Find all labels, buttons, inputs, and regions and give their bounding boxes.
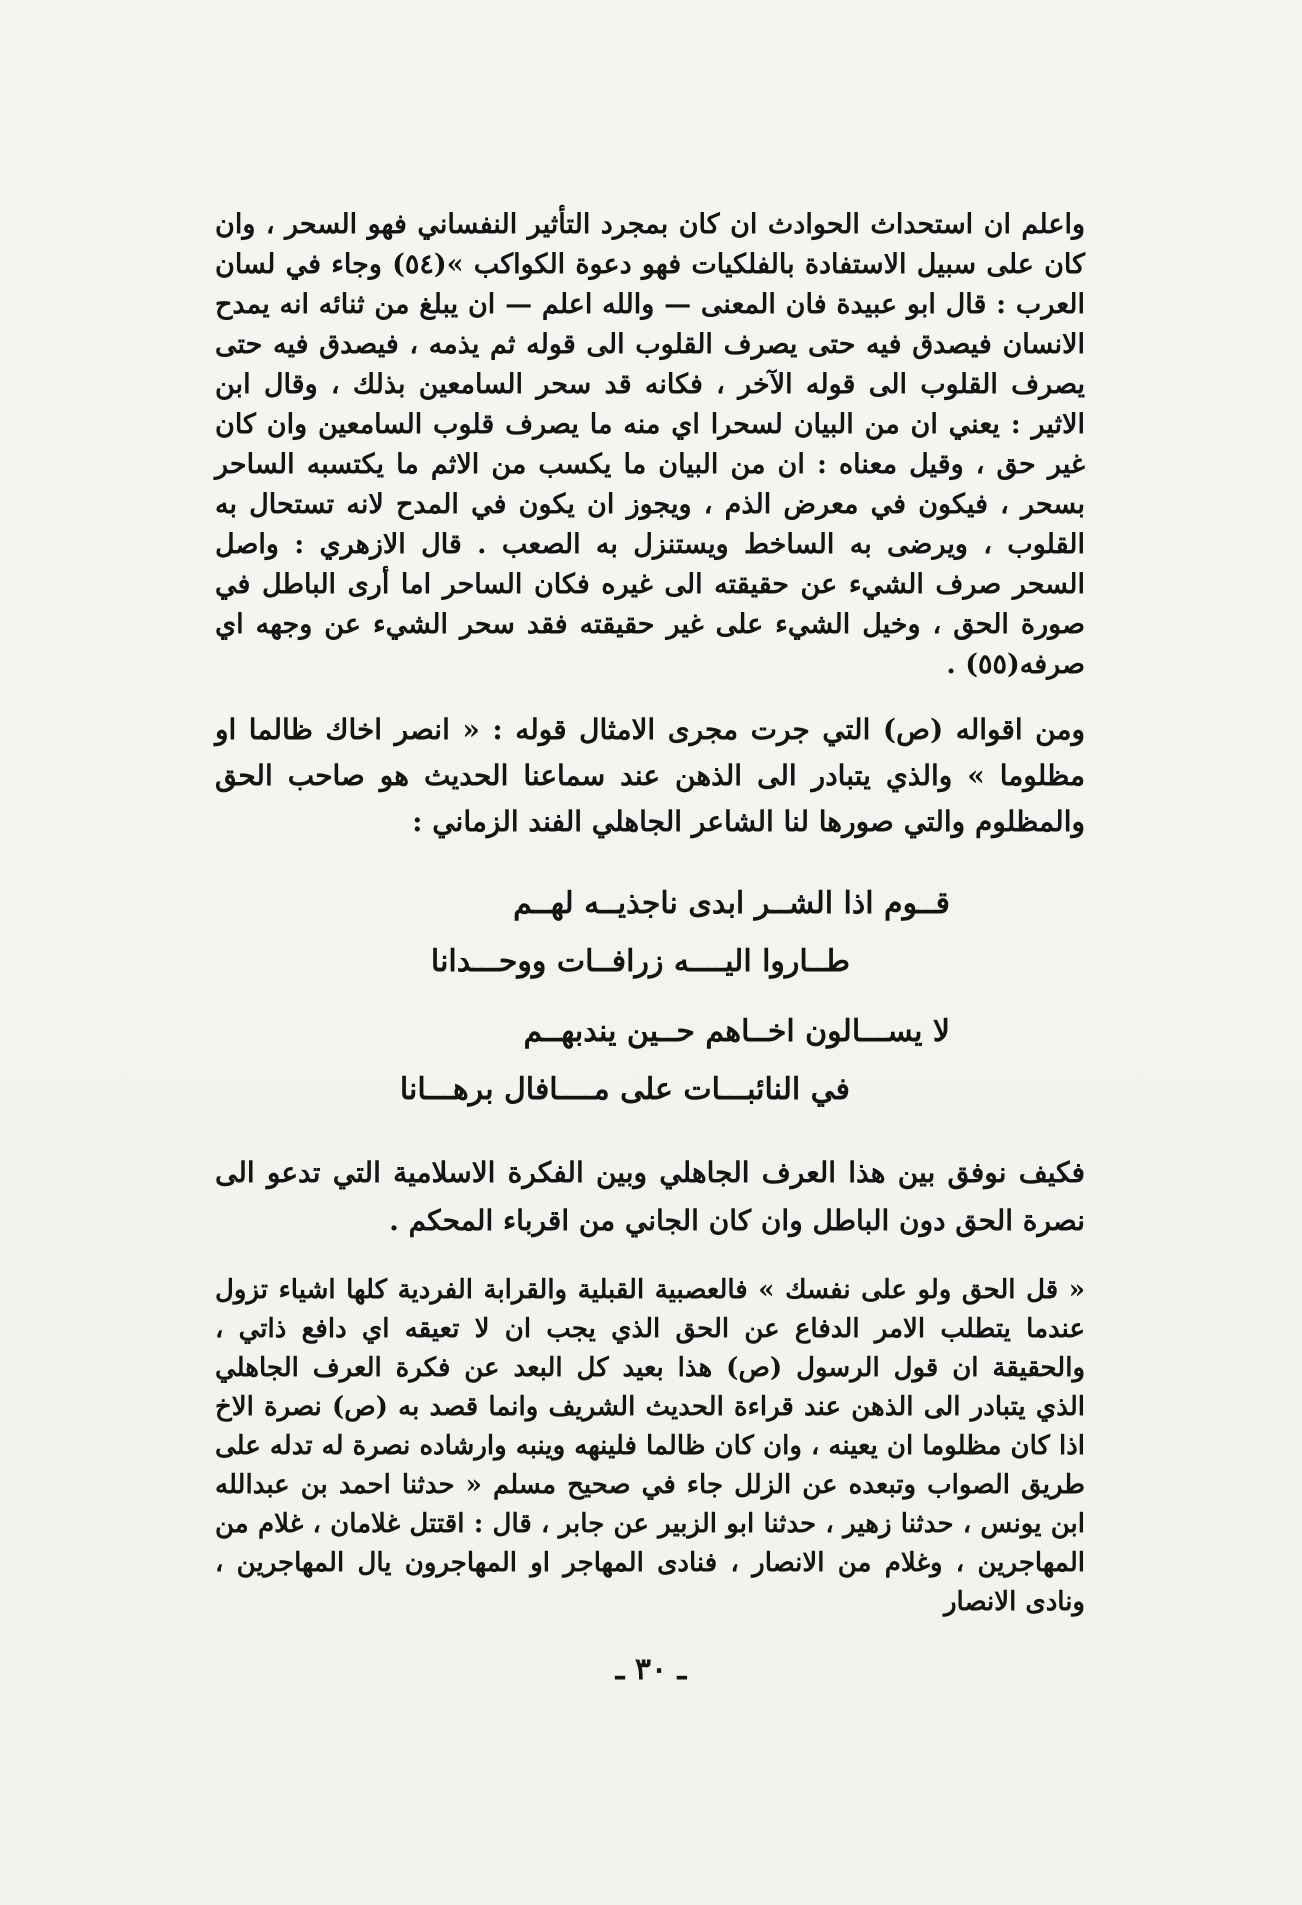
paragraph-truth: « قل الحق ولو على نفسك » فالعصبية القبلية والقرابة الفردية كلها اشياء تزول عندما يتطلب الامر الدفاع عن الحق الذي يجب ان لا تعيقه اي دافع ذاتي ، والحقيقة ان قول الرسول (ص) هذا بعيد كل البعد عن فكرة العرف الجاهلي الذي يتبادر الى الذهن عند قراءة الحديث الشريف وانما قصد به (ص) نصرة الاخ اذا كان مظلوما ان يعينه ، وان كان ظالما فلينهه وينبه وارشاده نصرة له تدله على طريق الصواب وتبعده عن الزلل جاء في صحيح مسلم « حدثنا احمد بن عبدالله ابن يونس ، حدثنا زهير ، حدثنا ابو الزبير عن جابر ، قال : اقتتل غلامان ، غلام من المهاجرين ، وغلام من الانصار ، فنادى المهاجر او المهاجرون يال المهاجرين ، ونادى الانصار [215,1275,1085,1617]
poem-block [215,875,1085,1119]
page-content [215,205,1085,1622]
paragraph-magic-definition: واعلم ان استحداث الحوادث ان كان بمجرد التأثير النفساني فهو السحر ، وان كان على سبيل الاستفادة بالفلكيات فهو دعوة الكواكب »(٥٤) وجاء في لسان العرب : قال ابو عبيدة فان المعنى — والله اعلم — ان يبلغ من ثنائه انه يمدح الانسان فيصدق فيه حتى يصرف القلوب الى قوله ثم يذمه ، فيصدق فيه حتى يصرف القلوب الى قوله الآخر ، فكانه قد سحر السامعين بذلك ، وقال ابن الاثير : يعني ان من البيان لسحرا اي منه ما يصرف قلوب السامعين وان كان غير حق ، وقيل معناه : ان من البيان ما يكسب من الاثم ما يكتسبه الساحر بسحر ، فيكون في معرض الذم ، ويجوز ان يكون في المدح لانه تستحال به القلوب ، ويرضى به الساخط ويستنزل به الصعب . قال الازهري : واصل السحر صرف الشيء عن حقيقته الى غيره فكان الساحر اما أرى الباطل في صورة الحق ، وخيل الشيء على غير حقيقته فقد سحر الشيء عن وجهه اي صرفه(٥٥) . [215,209,1085,680]
poem-verse-2: طــاروا اليــــه زرافــات ووحـــدانا [430,944,850,979]
poem-verse-1: قــوم اذا الشــر ابدى ناجذيــه لهــم [513,886,950,921]
poem-verse-4: في النائبـــات على مــــافال برهـــانا [399,1072,850,1107]
paragraph-reconciliation: فكيف نوفق بين هذا العرف الجاهلي وبين الفكرة الاسلامية التي تدعو الى نصرة الحق دون الباطل وان كان الجاني من اقرباء المحكم . [215,1156,1085,1237]
page-number: ـ ٣٠ ـ [615,1652,687,1687]
poem-verse-3: لا يســـالون اخــاهم حــين يندبهــم [523,1014,950,1049]
paragraph-prophet-sayings: ومن اقواله (ص) التي جرت مجرى الامثال قوله : « انصر اخاك ظالما او مظلوما » والذي يتبادر الى الذهن عند سماعنا الحديث هو صاحب الحق والمظلوم والتي صورها لنا الشاعر الجاهلي الفند الزماني : [215,713,1085,838]
